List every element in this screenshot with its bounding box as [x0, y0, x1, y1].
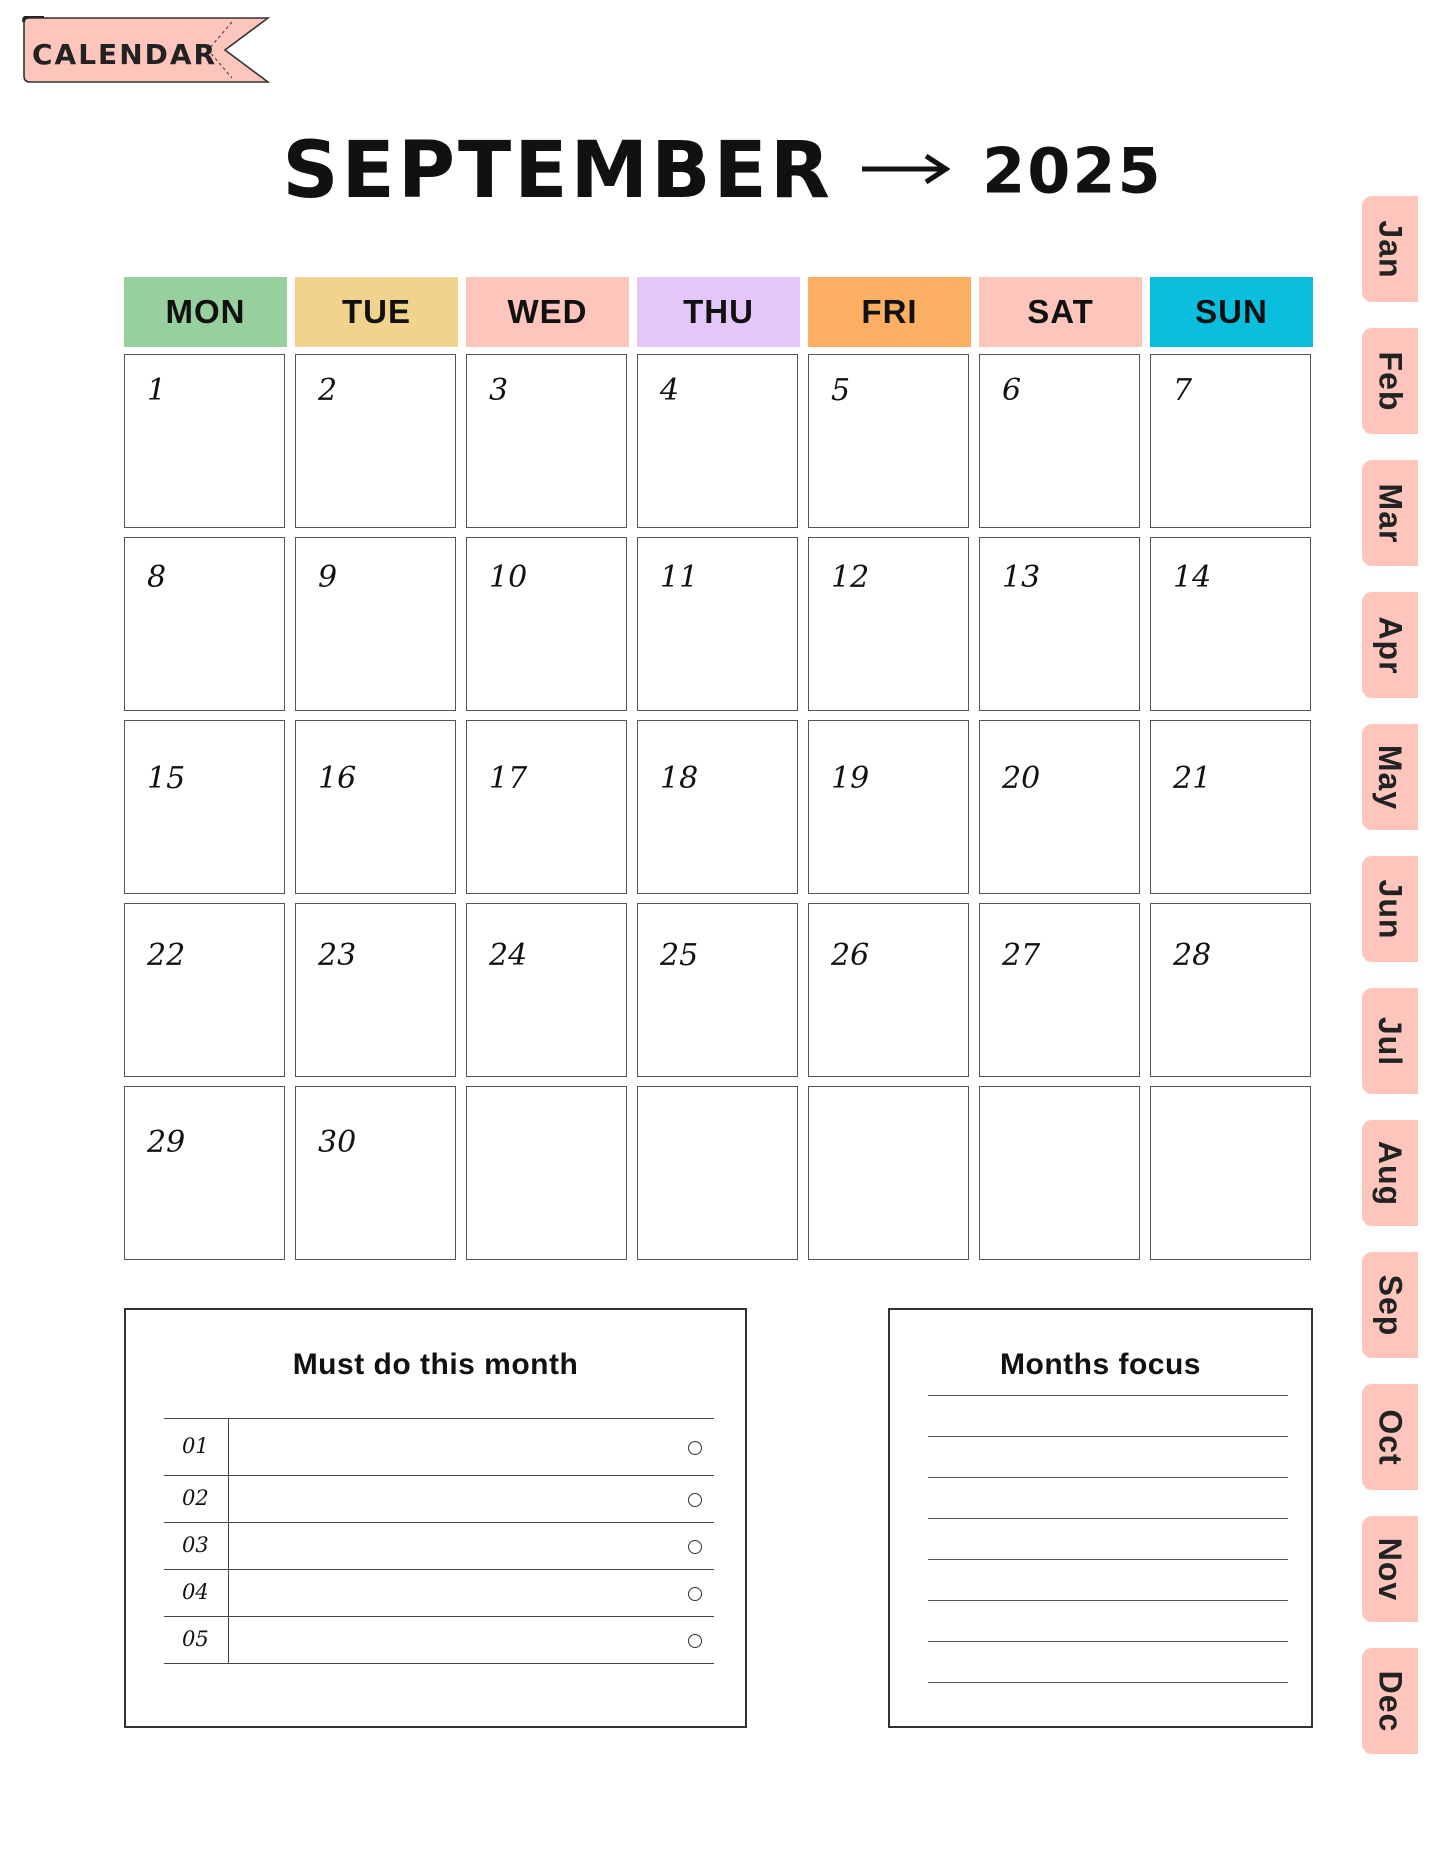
weekday-label: THU: [683, 293, 754, 330]
day-cell[interactable]: [637, 354, 798, 528]
weekday-mon: [124, 277, 287, 347]
day-number: 5: [831, 373, 851, 408]
tab-dec[interactable]: [1362, 1648, 1418, 1754]
month-name: SEPTEMBER: [282, 126, 833, 216]
day-number: 14: [1173, 560, 1212, 595]
day-cell[interactable]: [1150, 1086, 1311, 1260]
day-cell[interactable]: [1150, 903, 1311, 1077]
day-number: 23: [318, 938, 357, 973]
day-number: 7: [1173, 373, 1193, 408]
day-cell[interactable]: [124, 1086, 285, 1260]
day-cell[interactable]: [979, 354, 1140, 528]
badge-label: CALENDAR: [32, 38, 218, 71]
day-number: 6: [1002, 373, 1022, 408]
months-focus-title: Months focus: [1000, 1348, 1201, 1381]
day-number: 1: [147, 373, 167, 408]
tab-aug[interactable]: [1362, 1120, 1418, 1226]
tab-nov[interactable]: [1362, 1516, 1418, 1622]
day-number: 25: [660, 938, 699, 973]
day-cell[interactable]: [979, 720, 1140, 894]
weekday-label: SUN: [1195, 293, 1268, 330]
day-number: 15: [147, 761, 186, 796]
weekday-label: WED: [507, 293, 588, 330]
day-cell[interactable]: [808, 720, 969, 894]
day-cell[interactable]: [295, 354, 456, 528]
long-right-arrow-icon: [860, 152, 950, 190]
day-number: 26: [831, 938, 870, 973]
weekday-sun: [1150, 277, 1313, 347]
day-number: 21: [1173, 761, 1212, 796]
tab-label: Sep: [1372, 1274, 1409, 1336]
day-number: 9: [318, 560, 338, 595]
todo-checkbox-icon[interactable]: [688, 1587, 702, 1601]
day-number: 30: [318, 1125, 357, 1160]
weekday-label: TUE: [342, 293, 411, 330]
weekday-thu: [637, 277, 800, 347]
tab-oct[interactable]: [1362, 1384, 1418, 1490]
day-cell[interactable]: [637, 903, 798, 1077]
tab-jan[interactable]: [1362, 196, 1418, 302]
focus-line[interactable]: [928, 1518, 1288, 1519]
weekday-label: SAT: [1027, 293, 1094, 330]
todo-item[interactable]: [164, 1475, 714, 1523]
focus-line[interactable]: [928, 1559, 1288, 1560]
day-cell[interactable]: [808, 1086, 969, 1260]
tab-sep[interactable]: [1362, 1252, 1418, 1358]
day-cell[interactable]: [295, 1086, 456, 1260]
weekday-wed: [466, 277, 629, 347]
todo-index: 04: [182, 1579, 209, 1604]
todo-index: 01: [182, 1433, 209, 1458]
day-number: 8: [147, 560, 167, 595]
focus-line[interactable]: [928, 1436, 1288, 1437]
todo-checkbox-icon[interactable]: [688, 1540, 702, 1554]
day-number: 19: [831, 761, 870, 796]
tab-label: Oct: [1372, 1408, 1409, 1466]
day-number: 18: [660, 761, 699, 796]
page-title: [0, 126, 1445, 216]
todo-item[interactable]: [164, 1522, 714, 1570]
todo-index: 05: [182, 1626, 209, 1651]
todo-index: 02: [182, 1485, 209, 1510]
tab-label: Jun: [1372, 879, 1409, 939]
day-number: 27: [1002, 938, 1041, 973]
tab-mar[interactable]: [1362, 460, 1418, 566]
tab-feb[interactable]: [1362, 328, 1418, 434]
day-cell[interactable]: [1150, 354, 1311, 528]
day-cell[interactable]: [466, 537, 627, 711]
calendar-badge: [20, 16, 270, 84]
day-number: 17: [489, 761, 528, 796]
day-cell[interactable]: [295, 903, 456, 1077]
focus-line[interactable]: [928, 1395, 1288, 1396]
day-cell[interactable]: [124, 720, 285, 894]
tab-label: Dec: [1372, 1670, 1409, 1732]
year: 2025: [982, 134, 1163, 208]
day-number: 3: [489, 373, 509, 408]
todo-item[interactable]: [164, 1569, 714, 1617]
tab-label: Feb: [1372, 351, 1409, 411]
day-cell[interactable]: [1150, 720, 1311, 894]
day-number: 16: [318, 761, 357, 796]
day-cell[interactable]: [466, 354, 627, 528]
day-cell[interactable]: [124, 354, 285, 528]
day-number: 13: [1002, 560, 1041, 595]
day-cell[interactable]: [124, 903, 285, 1077]
day-cell[interactable]: [979, 1086, 1140, 1260]
todo-checkbox-icon[interactable]: [688, 1441, 702, 1455]
focus-line[interactable]: [928, 1641, 1288, 1642]
day-number: 2: [318, 373, 338, 408]
day-number: 10: [489, 560, 528, 595]
todo-checkbox-icon[interactable]: [688, 1634, 702, 1648]
tab-jun[interactable]: [1362, 856, 1418, 962]
day-cell[interactable]: [466, 903, 627, 1077]
tab-label: Jul: [1372, 1016, 1409, 1066]
day-cell[interactable]: [466, 1086, 627, 1260]
tab-label: Apr: [1372, 615, 1409, 675]
day-cell[interactable]: [1150, 537, 1311, 711]
must-do-title: Must do this month: [292, 1348, 579, 1381]
day-number: 28: [1173, 938, 1212, 973]
tab-label: May: [1372, 744, 1409, 810]
day-number: 29: [147, 1125, 186, 1160]
day-number: 4: [660, 373, 680, 408]
day-cell[interactable]: [979, 903, 1140, 1077]
weekday-label: FRI: [861, 293, 918, 330]
todo-checkbox-icon[interactable]: [688, 1493, 702, 1507]
todo-index: 03: [182, 1532, 209, 1557]
day-number: 22: [147, 938, 186, 973]
tab-jul[interactable]: [1362, 988, 1418, 1094]
day-cell[interactable]: [808, 354, 969, 528]
focus-line[interactable]: [928, 1682, 1288, 1683]
tab-label: Aug: [1372, 1140, 1409, 1206]
weekday-label: MON: [165, 293, 246, 330]
day-cell[interactable]: [637, 537, 798, 711]
day-cell[interactable]: [124, 537, 285, 711]
day-cell[interactable]: [295, 537, 456, 711]
day-cell[interactable]: [808, 537, 969, 711]
weekday-fri: [808, 277, 971, 347]
months-focus-box: [888, 1308, 1313, 1728]
focus-line[interactable]: [928, 1600, 1288, 1601]
todo-item[interactable]: [164, 1418, 714, 1476]
day-number: 11: [660, 560, 699, 595]
day-cell[interactable]: [466, 720, 627, 894]
day-number: 12: [831, 560, 870, 595]
must-do-box: [124, 1308, 747, 1728]
day-cell[interactable]: [637, 720, 798, 894]
tab-label: Mar: [1372, 483, 1409, 543]
todo-item[interactable]: [164, 1616, 714, 1664]
day-number: 24: [489, 938, 528, 973]
day-cell[interactable]: [637, 1086, 798, 1260]
tab-apr[interactable]: [1362, 592, 1418, 698]
day-cell[interactable]: [808, 903, 969, 1077]
tab-label: Nov: [1372, 1537, 1409, 1601]
day-number: 20: [1002, 761, 1041, 796]
day-cell[interactable]: [979, 537, 1140, 711]
tab-may[interactable]: [1362, 724, 1418, 830]
day-cell[interactable]: [295, 720, 456, 894]
focus-line[interactable]: [928, 1477, 1288, 1478]
weekday-tue: [295, 277, 458, 347]
tab-label: Jan: [1372, 219, 1409, 279]
weekday-sat: [979, 277, 1142, 347]
